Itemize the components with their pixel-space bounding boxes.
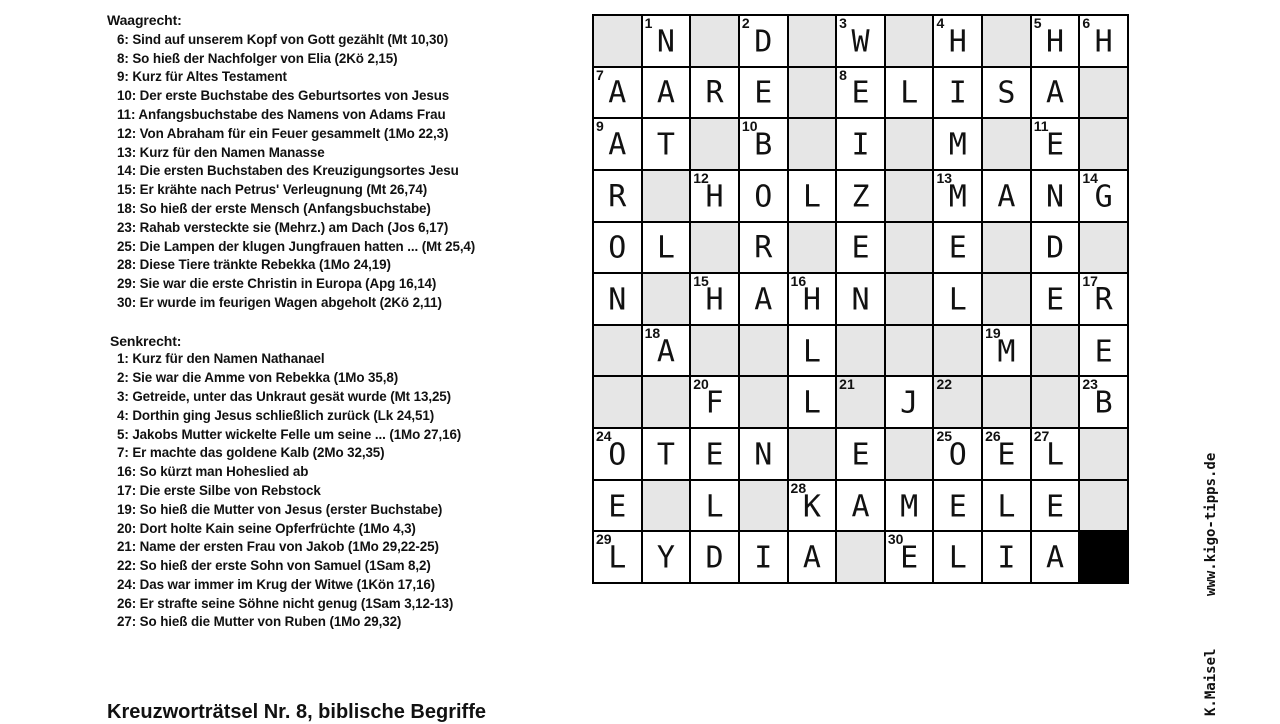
grid-cell[interactable] xyxy=(594,429,641,479)
grid-cell-blocked xyxy=(691,223,738,273)
across-clue: 11: Anfangsbuchstabe des Namens von Adams Frau xyxy=(117,107,446,122)
clue-number: 27 xyxy=(1033,428,1050,445)
grid-cell[interactable] xyxy=(837,429,884,479)
grid-cell-blocked xyxy=(983,223,1030,273)
clue-number: 2 xyxy=(741,15,750,31)
grid-cell[interactable] xyxy=(1032,68,1079,118)
grid-cell[interactable] xyxy=(594,171,641,221)
grid-cell[interactable] xyxy=(740,532,787,582)
cell-letter: D xyxy=(1046,230,1065,266)
grid-cell[interactable] xyxy=(594,532,641,582)
down-clue: 24: Das war immer im Krug der Witwe (1Kön 17,16) xyxy=(117,577,436,592)
cell-letter: S xyxy=(997,75,1016,111)
grid-cell[interactable] xyxy=(643,119,690,169)
grid-cell[interactable] xyxy=(691,429,738,479)
cell-letter: M xyxy=(997,333,1016,369)
grid-cell[interactable] xyxy=(837,481,884,531)
cell-letter: K xyxy=(802,488,821,524)
cell-letter: I xyxy=(997,540,1016,576)
cell-letter: Y xyxy=(656,540,675,576)
grid-cell[interactable] xyxy=(837,171,884,221)
grid-cell-blocked xyxy=(643,274,690,324)
down-heading: Senkrecht: xyxy=(110,333,182,349)
grid-cell[interactable] xyxy=(934,16,981,66)
grid-cell-blocked xyxy=(1032,326,1079,376)
grid-cell-blocked xyxy=(789,16,836,66)
grid-cell-blocked xyxy=(886,274,933,324)
grid-cell[interactable] xyxy=(740,274,787,324)
grid-cell-blocked xyxy=(643,171,690,221)
clue-number: 12 xyxy=(693,169,709,186)
clue-number: 15 xyxy=(693,273,709,290)
down-clue: 5: Jakobs Mutter wickelte Felle um seine ... (1Mo 27,16) xyxy=(117,427,462,442)
cell-letter: A xyxy=(802,540,821,576)
cell-letter: I xyxy=(754,540,773,576)
cell-letter: N xyxy=(608,282,627,318)
clue-number: 21 xyxy=(839,376,855,393)
grid-cell[interactable] xyxy=(983,532,1030,582)
cell-letter: T xyxy=(656,437,675,473)
cell-letter: R xyxy=(1094,282,1113,318)
clue-number: 13 xyxy=(936,169,953,186)
grid-cell-blocked xyxy=(886,171,933,221)
down-clue: 16: So kürzt man Hoheslied ab xyxy=(117,464,309,479)
clue-number: 16 xyxy=(790,273,807,290)
cell-letter: R xyxy=(705,75,724,111)
down-clue: 21: Name der ersten Frau von Jakob (1Mo 29,22-25) xyxy=(117,539,439,554)
cell-letter: O xyxy=(754,179,773,215)
grid-cell[interactable] xyxy=(740,119,787,169)
cell-letter: B xyxy=(754,127,773,163)
grid-cell[interactable] xyxy=(934,68,981,118)
grid-cell[interactable] xyxy=(886,481,933,531)
author-label: K.Maisel xyxy=(1203,648,1219,716)
grid-cell[interactable] xyxy=(643,532,690,582)
clue-number: 30 xyxy=(887,531,904,548)
grid-cell[interactable] xyxy=(886,377,933,427)
grid-cell[interactable] xyxy=(934,481,981,531)
cell-letter: L xyxy=(948,540,967,576)
page-title: Kreuzworträtsel Nr. 8, biblische Begriffe xyxy=(107,701,486,723)
cell-letter: A xyxy=(656,333,675,369)
across-clue: 12: Von Abraham für ein Feuer gesammelt (1Mo 22,3) xyxy=(117,126,449,141)
grid-cell-blocked xyxy=(789,68,836,118)
cell-letter: E xyxy=(851,437,870,473)
cell-letter: E xyxy=(900,540,919,576)
cell-letter: O xyxy=(948,437,967,473)
cell-letter: L xyxy=(608,540,627,576)
grid-cell[interactable] xyxy=(1080,16,1127,66)
cell-letter: E xyxy=(1046,488,1065,524)
cell-letter: I xyxy=(948,75,967,111)
cell-letter: J xyxy=(900,385,919,421)
cell-letter: H xyxy=(705,179,724,215)
grid-cell-blocked xyxy=(837,377,884,427)
grid-cell-blocked xyxy=(983,119,1030,169)
clue-number: 7 xyxy=(596,66,604,83)
grid-cell[interactable] xyxy=(1032,16,1079,66)
grid-cell-blocked xyxy=(886,119,933,169)
grid-cell[interactable] xyxy=(789,377,836,427)
clue-number: 10 xyxy=(741,118,758,135)
grid-cell[interactable] xyxy=(837,16,884,66)
grid-cell-blocked xyxy=(983,16,1030,66)
grid-cell[interactable] xyxy=(594,68,641,118)
grid-cell[interactable] xyxy=(934,274,981,324)
cell-letter: L xyxy=(802,333,821,369)
cell-letter: E xyxy=(705,437,724,473)
cell-letter: A xyxy=(754,282,773,318)
grid-cell-blocked xyxy=(1080,119,1127,169)
cell-letter: H xyxy=(1046,24,1065,60)
grid-cell[interactable] xyxy=(691,274,738,324)
clue-number: 11 xyxy=(1033,118,1049,135)
grid-cell[interactable] xyxy=(1032,481,1079,531)
grid-cell[interactable] xyxy=(789,326,836,376)
cell-letter: H xyxy=(802,282,821,318)
down-clue: 2: Sie war die Amme von Rebekka (1Mo 35,8) xyxy=(117,370,399,385)
across-clue: 13: Kurz für den Namen Manasse xyxy=(117,145,325,160)
grid-cell-blocked xyxy=(691,119,738,169)
cell-letter: L xyxy=(705,488,724,524)
down-clue: 26: Er strafte seine Söhne nicht genug (1Sam 3,12-13) xyxy=(117,596,454,611)
grid-cell-blocked xyxy=(740,481,787,531)
grid-cell-blocked xyxy=(1080,223,1127,273)
grid-cell[interactable] xyxy=(789,171,836,221)
grid-cell[interactable] xyxy=(1032,429,1079,479)
grid-cell-blocked xyxy=(643,377,690,427)
grid-cell[interactable] xyxy=(886,532,933,582)
cell-letter: E xyxy=(1046,127,1065,163)
grid-cell[interactable] xyxy=(934,532,981,582)
cell-letter: R xyxy=(608,179,627,215)
clue-number: 5 xyxy=(1033,15,1042,31)
clue-number: 6 xyxy=(1082,15,1091,31)
grid-cell[interactable] xyxy=(837,223,884,273)
cell-letter: E xyxy=(997,437,1016,473)
grid-cell[interactable] xyxy=(740,429,787,479)
grid-cell[interactable] xyxy=(934,429,981,479)
cell-letter: M xyxy=(900,488,919,524)
clue-number: 22 xyxy=(936,376,953,393)
grid-cell-blocked xyxy=(691,326,738,376)
cell-letter: R xyxy=(754,230,773,266)
grid-cell-blocked xyxy=(983,274,1030,324)
across-clue: 15: Er krähte nach Petrus' Verleugnung (Mt 26,74) xyxy=(117,182,428,197)
down-clue: 17: Die erste Silbe von Rebstock xyxy=(117,483,321,498)
cell-letter: E xyxy=(948,230,967,266)
grid-cell-blocked xyxy=(886,429,933,479)
grid-cell[interactable] xyxy=(740,223,787,273)
grid-cell[interactable] xyxy=(983,429,1030,479)
grid-cell[interactable] xyxy=(1032,274,1079,324)
cell-letter: Z xyxy=(851,179,870,215)
grid-cell-blocked xyxy=(691,16,738,66)
cell-letter: W xyxy=(851,24,870,60)
grid-cell-blocked xyxy=(1080,68,1127,118)
grid-cell[interactable] xyxy=(1080,326,1127,376)
down-clue: 22: So hieß der erste Sohn von Samuel (1Sam 8,2) xyxy=(117,558,431,573)
grid-cell[interactable] xyxy=(789,532,836,582)
grid-cell-blocked xyxy=(594,377,641,427)
down-clue: 19: So hieß die Mutter von Jesus (erster Buchstabe) xyxy=(117,502,443,517)
clue-number: 18 xyxy=(644,324,661,341)
grid-cell-blocked xyxy=(886,16,933,66)
grid-cell[interactable] xyxy=(934,171,981,221)
website-label: www.kigo-tipps.de xyxy=(1203,452,1219,596)
grid-cell[interactable] xyxy=(886,68,933,118)
grid-cell-blocked xyxy=(594,326,641,376)
cell-letter: B xyxy=(1094,385,1113,421)
grid-cell[interactable] xyxy=(837,274,884,324)
grid-cell-blocked xyxy=(643,481,690,531)
grid-cell[interactable] xyxy=(983,481,1030,531)
cell-letter: L xyxy=(1046,437,1065,473)
grid-cell[interactable] xyxy=(1032,223,1079,273)
cell-letter: O xyxy=(608,230,627,266)
down-clue: 27: So hieß die Mutter von Ruben (1Mo 29,32) xyxy=(117,614,402,629)
grid-cell[interactable] xyxy=(1032,119,1079,169)
cell-letter: A xyxy=(1046,75,1065,111)
cell-letter: N xyxy=(754,437,773,473)
cell-letter: E xyxy=(851,230,870,266)
grid-cell-blocked xyxy=(886,326,933,376)
cell-letter: A xyxy=(1046,540,1065,576)
clue-number: 28 xyxy=(790,479,807,496)
across-clue: 18: So hieß der erste Mensch (Anfangsbuchstabe) xyxy=(117,201,431,216)
grid-cell[interactable] xyxy=(691,171,738,221)
grid-cell-blocked xyxy=(740,326,787,376)
clue-number: 23 xyxy=(1082,376,1098,393)
grid-cell[interactable] xyxy=(1032,532,1079,582)
cell-letter: M xyxy=(948,179,967,215)
clue-number: 3 xyxy=(839,15,847,31)
down-clue: 3: Getreide, unter das Unkraut gesät wurde (Mt 13,25) xyxy=(117,389,452,404)
down-clue: 20: Dort holte Kain seine Opferfrüchte (1Mo 4,3) xyxy=(117,521,416,536)
grid-cell[interactable] xyxy=(837,68,884,118)
crossword-grid xyxy=(592,14,1129,584)
clue-number: 9 xyxy=(596,118,604,135)
grid-cell[interactable] xyxy=(594,119,641,169)
grid-cell[interactable] xyxy=(740,16,787,66)
clue-number: 8 xyxy=(839,66,847,83)
down-clue: 1: Kurz für den Namen Nathanael xyxy=(117,351,325,366)
grid-cell[interactable] xyxy=(691,481,738,531)
down-clue: 7: Er machte das goldene Kalb (2Mo 32,35) xyxy=(117,445,385,460)
cell-letter: E xyxy=(754,75,773,111)
grid-cell-blocked xyxy=(1080,429,1127,479)
cell-letter: I xyxy=(851,127,870,163)
grid-cell[interactable] xyxy=(983,326,1030,376)
cell-letter: E xyxy=(608,488,627,524)
across-clue: 30: Er wurde im feurigen Wagen abgeholt (2Kö 2,11) xyxy=(117,295,442,310)
clue-number: 25 xyxy=(936,428,953,445)
cell-letter: A xyxy=(656,75,675,111)
grid-cell[interactable] xyxy=(594,274,641,324)
grid-cell-blocked xyxy=(789,223,836,273)
grid-cell[interactable] xyxy=(1080,377,1127,427)
cell-letter: D xyxy=(754,24,773,60)
cell-letter: A xyxy=(997,179,1016,215)
across-heading: Waagrecht: xyxy=(107,12,182,28)
clue-number: 4 xyxy=(936,15,945,31)
grid-cell[interactable] xyxy=(691,68,738,118)
grid-cell[interactable] xyxy=(934,119,981,169)
grid-cell[interactable] xyxy=(1032,171,1079,221)
grid-cell[interactable] xyxy=(837,119,884,169)
down-clue: 4: Dorthin ging Jesus schließlich zurück (Lk 24,51) xyxy=(117,408,435,423)
across-clue: 10: Der erste Buchstabe des Geburtsortes von Jesus xyxy=(117,88,450,103)
across-clue: 28: Diese Tiere tränkte Rebekka (1Mo 24,19) xyxy=(117,257,391,272)
grid-cell[interactable] xyxy=(643,326,690,376)
cell-letter: A xyxy=(851,488,870,524)
grid-cell-blocked xyxy=(837,532,884,582)
cell-letter: A xyxy=(608,127,627,163)
cell-letter: L xyxy=(900,75,919,111)
grid-cell[interactable] xyxy=(643,68,690,118)
cell-letter: A xyxy=(608,75,627,111)
cell-letter: N xyxy=(851,282,870,318)
cell-letter: E xyxy=(1094,333,1113,369)
across-clue: 23: Rahab versteckte sie (Mehrz.) am Dach (Jos 6,17) xyxy=(117,220,449,235)
cell-letter: L xyxy=(802,385,821,421)
cell-letter: L xyxy=(948,282,967,318)
across-clue: 25: Die Lampen der klugen Jungfrauen hatten ... (Mt 25,4) xyxy=(117,239,476,254)
grid-cell-blocked xyxy=(789,119,836,169)
across-clue: 29: Sie war die erste Christin in Europa (Apg 16,14) xyxy=(117,276,437,291)
cell-letter: E xyxy=(1046,282,1065,318)
grid-cell-blocked xyxy=(934,326,981,376)
cell-letter: D xyxy=(705,540,724,576)
grid-cell-blocked xyxy=(886,223,933,273)
across-clue: 8: So hieß der Nachfolger von Elia (2Kö 2,15) xyxy=(117,51,398,66)
clue-number: 19 xyxy=(985,324,1001,341)
cell-letter: H xyxy=(705,282,724,318)
cell-letter: O xyxy=(608,437,627,473)
cell-letter: E xyxy=(851,75,870,111)
grid-cell-blocked xyxy=(1080,481,1127,531)
grid-cell-blocked xyxy=(594,16,641,66)
cell-letter: H xyxy=(948,24,967,60)
grid-cell[interactable] xyxy=(740,68,787,118)
grid-cell[interactable] xyxy=(1080,171,1127,221)
grid-cell-blocked xyxy=(983,377,1030,427)
grid-cell-blocked xyxy=(934,377,981,427)
grid-cell-blocked xyxy=(1032,377,1079,427)
grid-cell[interactable] xyxy=(1080,274,1127,324)
cell-letter: N xyxy=(1046,179,1065,215)
across-clue: 6: Sind auf unserem Kopf von Gott gezählt (Mt 10,30) xyxy=(117,32,449,47)
grid-cell-blocked xyxy=(789,429,836,479)
cell-letter: M xyxy=(948,127,967,163)
grid-cell[interactable] xyxy=(594,481,641,531)
clue-number: 1 xyxy=(644,15,653,31)
across-clue: 14: Die ersten Buchstaben des Kreuzigungsortes Jesu xyxy=(117,163,459,178)
clue-number: 24 xyxy=(596,428,612,445)
grid-cell[interactable] xyxy=(594,223,641,273)
grid-cell[interactable] xyxy=(789,274,836,324)
grid-cell[interactable] xyxy=(691,377,738,427)
grid-cell[interactable] xyxy=(789,481,836,531)
across-clue: 9: Kurz für Altes Testament xyxy=(117,69,287,84)
cell-letter: H xyxy=(1094,24,1113,60)
cell-letter: L xyxy=(997,488,1016,524)
grid-cell-blocked xyxy=(837,326,884,376)
clue-number: 26 xyxy=(985,428,1001,445)
cell-letter: T xyxy=(656,127,675,163)
clue-number: 20 xyxy=(693,376,709,393)
clue-number: 14 xyxy=(1082,169,1098,186)
cell-letter: G xyxy=(1094,179,1113,215)
cell-letter: L xyxy=(656,230,675,266)
grid-cell[interactable] xyxy=(983,171,1030,221)
cell-letter: L xyxy=(802,179,821,215)
clue-number: 17 xyxy=(1082,273,1098,290)
cell-letter: F xyxy=(705,385,724,421)
grid-cell[interactable] xyxy=(934,223,981,273)
grid-cell[interactable] xyxy=(691,532,738,582)
grid-cell[interactable] xyxy=(643,223,690,273)
grid-cell-blocked xyxy=(740,377,787,427)
cell-letter: E xyxy=(948,488,967,524)
grid-cell[interactable] xyxy=(643,429,690,479)
grid-cell[interactable] xyxy=(983,68,1030,118)
cell-letter: N xyxy=(656,24,675,60)
clue-number: 29 xyxy=(596,531,612,548)
grid-cell[interactable] xyxy=(643,16,690,66)
grid-cell[interactable] xyxy=(740,171,787,221)
